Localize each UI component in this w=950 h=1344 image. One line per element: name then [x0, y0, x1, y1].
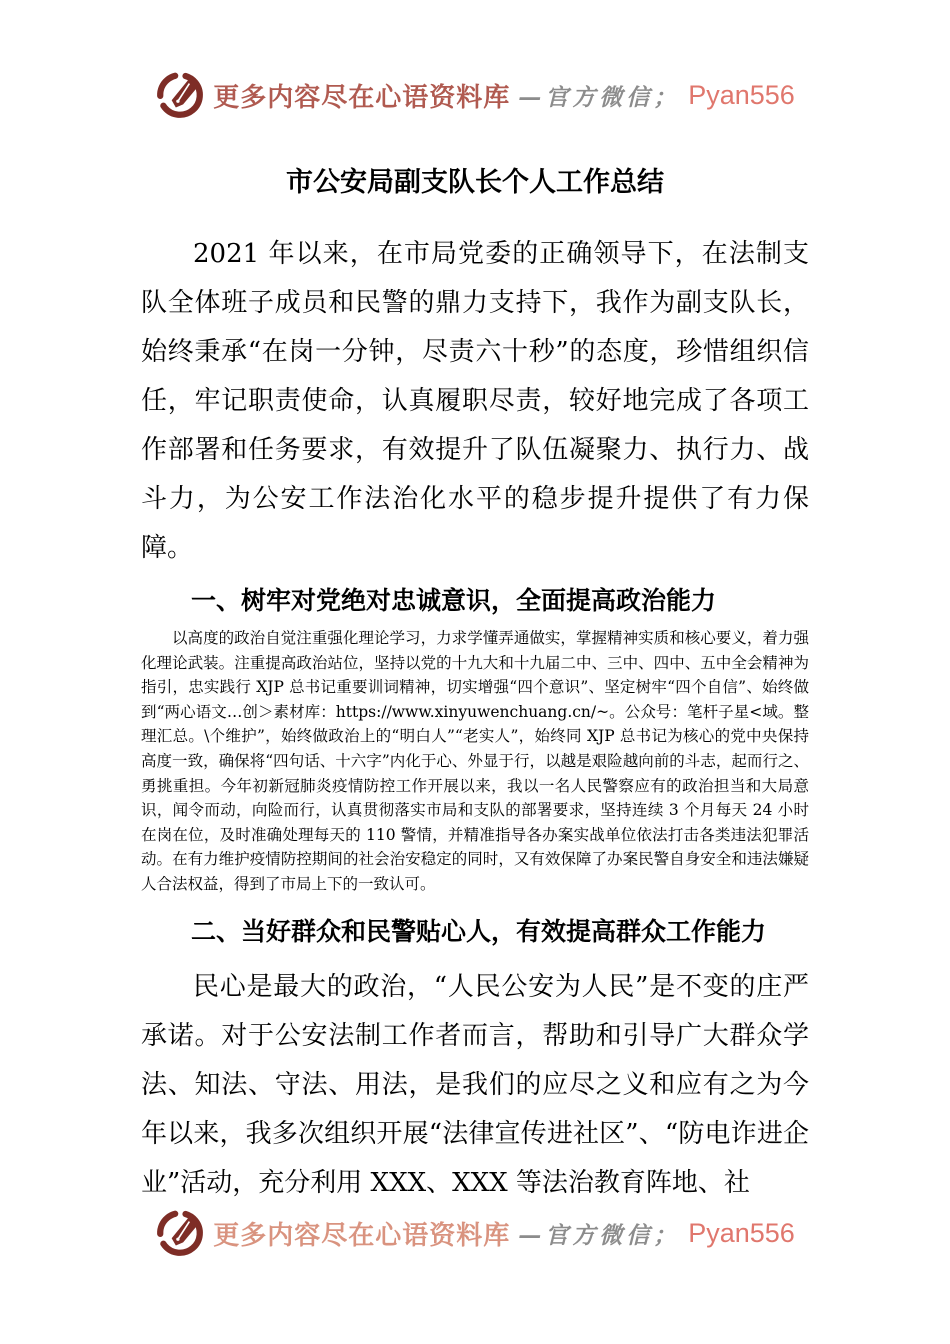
section-1-heading: 一、树牢对党绝对忠诚意识，全面提高政治能力	[191, 587, 717, 615]
footer-watermark	[0, 1208, 950, 1258]
document-title: 市公安局副支队长个人工作总结	[286, 167, 664, 198]
watermark-wechat-label: —官方微信；	[518, 83, 681, 111]
section-2-heading: 二、当好群众和民警贴心人，有效提高群众工作能力	[191, 917, 767, 946]
watermark-wechat-id: Pyan556	[688, 1217, 795, 1248]
section-1-body: 以高度的政治自觉注重强化理论学习，力求学懂弄通做实，掌握精神实质和核心要义，着力强化理论武装。注重提高政治站位，坚持以党的十九大和十九届二中、三中、四中、五中全会精神为指引，忠实践行 XJP 总书记重要训词精神，切实增强“四个意识”、坚定树牢“四个自信”、始终做到“两心语文…创＞素材库：https://www.xinyuwenchuang.cn/~。公众号：笔杆子星<域。整理汇总。\个维护”，始终做政治上的“明白人”“老实人”，始终同 XJP 总书记为核心的党中央保持高度一致，确保将“四句话、十六字”内化于心、外显于行，以越是艰险越向前的斗志，起而行之、勇挑重担。今年初新冠肺炎疫情防控工作开展以来，我以一名人民警察应有的政治担当和大局意识，闻令而动，向险而行，认真贯彻落实市局和支队的部署要求，坚持连续 3 个月每天 24 小时在岗在位，及时准确处理每天的 110 警情，并精准指导各办案实战单位依法打击各类违法犯罪活动。在有力维护疫情防控期间的社会治安稳定的同时，又有效保障了办案民警自身安全和违法嫌疑人合法权益，得到了市局上下的一致认可。	[141, 629, 809, 893]
watermark-brand-text: 更多内容尽在心语资料库	[213, 82, 511, 113]
pen-nib-logo-icon	[155, 70, 205, 120]
watermark-wechat-id: Pyan556	[688, 79, 795, 110]
section-2-body: 民心是最大的政治，“人民公安为人民”是不变的庄严承诺。对于公安法制工作者而言，帮助和引导广大群众学法、知法、守法、用法，是我们的应尽之义和应有之为今年以来，我多次组织开展“法律宣传进社区”、“防电诈进企业”活动，充分利用 XXX、XXX 等法治教育阵地、社	[141, 971, 809, 1198]
document-body	[0, 160, 950, 1208]
pen-nib-logo-icon	[155, 1208, 205, 1258]
watermark-brand-text: 更多内容尽在心语资料库	[213, 1220, 511, 1251]
intro-paragraph: 2021 年以来，在市局党委的正确领导下，在法制支队全体班子成员和民警的鼎力支持下，我作为副支队长，始终秉承“在岗一分钟，尽责六十秒”的态度，珍惜组织信任，牢记职责使命，认真履职尽责，较好地完成了各项工作部署和任务要求，有效提升了队伍凝聚力、执行力、战斗力，为公安工作法治化水平的稳步提升提供了有力保障。	[141, 239, 809, 563]
header-watermark	[0, 70, 950, 120]
watermark-wechat-label: —官方微信；	[518, 1221, 681, 1249]
